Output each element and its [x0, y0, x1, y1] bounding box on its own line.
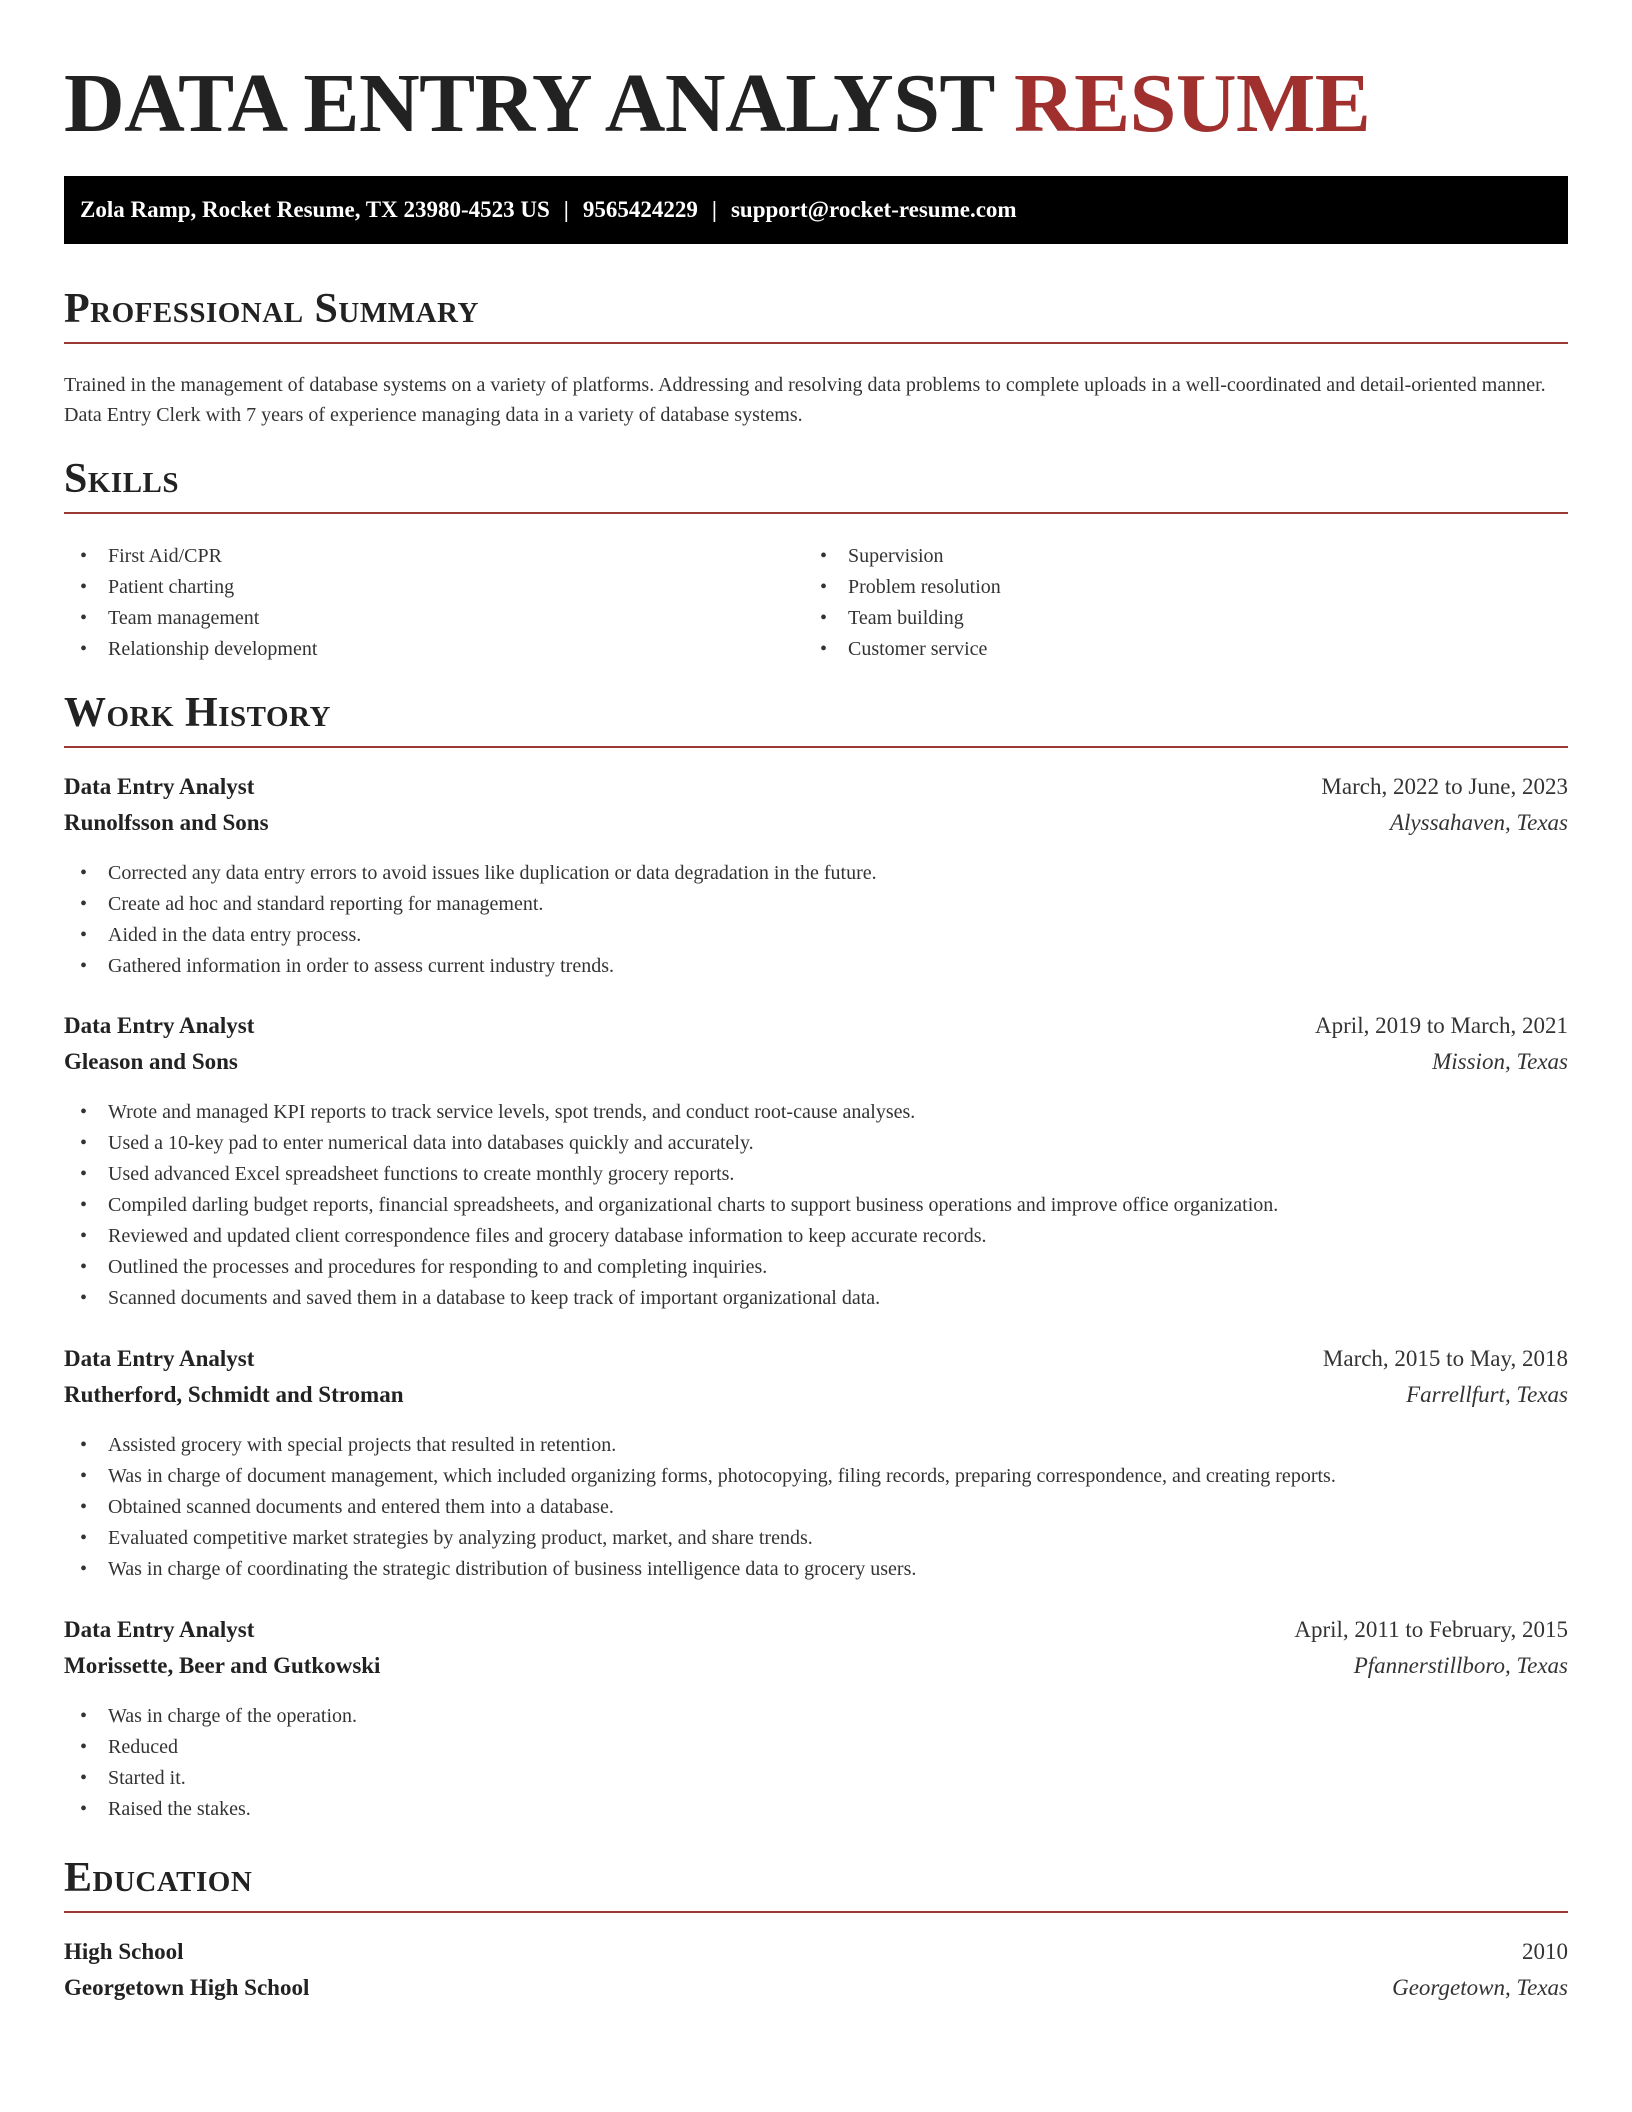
job-location: Farrellfurt, Texas — [1406, 1382, 1568, 1407]
job-title: Data Entry Analyst — [64, 1346, 255, 1371]
job-bullet: • Was in charge of the operation. — [64, 1701, 1568, 1732]
job-entry — [64, 1346, 1568, 1585]
job-entry — [64, 1013, 1568, 1314]
job-bullet: • Compiled darling budget reports, financial spreadsheets, and organizational charts to support business operations and improve office organization. — [64, 1190, 1568, 1221]
job-location: Mission, Texas — [1432, 1049, 1568, 1074]
skill-item: • Team building — [804, 603, 1544, 634]
contact-bar — [64, 176, 1568, 244]
job-dates: March, 2022 to June, 2023 — [1321, 774, 1568, 799]
job-company: Morissette, Beer and Gutkowski — [64, 1653, 381, 1678]
education-entry — [64, 1939, 1568, 2011]
education-year: 2010 — [1522, 1939, 1568, 1964]
summary-heading: Professional Summary — [64, 282, 1568, 344]
skill-item: • First Aid/CPR — [64, 541, 804, 572]
job-dates: March, 2015 to May, 2018 — [1322, 1346, 1568, 1371]
skill-item: • Team management — [64, 603, 804, 634]
job-dates: April, 2011 to February, 2015 — [1294, 1617, 1568, 1642]
job-title: Data Entry Analyst — [64, 1013, 255, 1038]
contact-address: Zola Ramp, Rocket Resume, TX 23980-4523 US — [80, 197, 550, 222]
job-bullet: • Reduced — [64, 1732, 1568, 1763]
job-company: Gleason and Sons — [64, 1049, 238, 1074]
skills-list — [64, 541, 1568, 665]
job-entry — [64, 1617, 1568, 1825]
job-company: Runolfsson and Sons — [64, 810, 269, 835]
job-bullet: • Used advanced Excel spreadsheet functions to create monthly grocery reports. — [64, 1159, 1568, 1190]
contact-separator: | — [711, 197, 717, 222]
summary-text: Trained in the management of database systems on a variety of platforms. Addressing and resolving data problems to complete uploads in a well-coordinated and detail-oriented manner. Data Entry Clerk with 7 years of experience managing data in a variety of database systems. — [64, 374, 1546, 426]
job-bullets — [64, 858, 1568, 982]
education-degree: High School — [64, 1939, 184, 1964]
job-bullet: • Corrected any data entry errors to avoid issues like duplication or data degradation in the future. — [64, 858, 1568, 889]
job-bullets — [64, 1097, 1568, 1314]
job-dates: April, 2019 to March, 2021 — [1315, 1013, 1568, 1038]
job-bullet: • Scanned documents and saved them in a database to keep track of important organizational data. — [64, 1283, 1568, 1314]
job-bullets — [64, 1701, 1568, 1825]
job-bullet: • Outlined the processes and procedures for responding to and completing inquiries. — [64, 1252, 1568, 1283]
job-bullet: • Raised the stakes. — [64, 1794, 1568, 1825]
job-bullets — [64, 1430, 1568, 1585]
job-bullet: • Used a 10-key pad to enter numerical data into databases quickly and accurately. — [64, 1128, 1568, 1159]
education-location: Georgetown, Texas — [1392, 1975, 1568, 2000]
skill-item: • Supervision — [804, 541, 1544, 572]
job-bullet: • Obtained scanned documents and entered them into a database. — [64, 1492, 1568, 1523]
job-bullet: • Reviewed and updated client correspondence files and grocery database information to keep accurate records. — [64, 1221, 1568, 1252]
job-bullet: • Gathered information in order to assess current industry trends. — [64, 951, 1568, 982]
job-location: Alyssahaven, Texas — [1389, 810, 1568, 835]
job-bullet: • Create ad hoc and standard reporting for management. — [64, 889, 1568, 920]
job-bullet: • Aided in the data entry process. — [64, 920, 1568, 951]
job-title: Data Entry Analyst — [64, 774, 255, 799]
skills-column-left — [64, 541, 804, 665]
job-entry — [64, 774, 1568, 982]
skill-item: • Relationship development — [64, 634, 804, 665]
job-company: Rutherford, Schmidt and Stroman — [64, 1382, 404, 1407]
contact-separator: | — [563, 197, 569, 222]
title-main: DATA ENTRY ANALYST — [64, 57, 994, 150]
education-school: Georgetown High School — [64, 1975, 310, 2000]
job-bullet: • Evaluated competitive market strategies by analyzing product, market, and share trends. — [64, 1523, 1568, 1554]
job-title: Data Entry Analyst — [64, 1617, 255, 1642]
job-bullet: • Assisted grocery with special projects that resulted in retention. — [64, 1430, 1568, 1461]
education-heading: Education — [64, 1851, 1568, 1913]
resume-title — [64, 54, 1370, 154]
title-accent: RESUME — [1013, 57, 1371, 150]
skills-column-right — [804, 541, 1544, 665]
job-bullet: • Was in charge of document management, which included organizing forms, photocopying, filing records, preparing correspondence, and creating reports. — [64, 1461, 1568, 1492]
skill-item: • Customer service — [804, 634, 1544, 665]
job-location: Pfannerstillboro, Texas — [1353, 1653, 1568, 1678]
job-bullet: • Wrote and managed KPI reports to track service levels, spot trends, and conduct root-cause analyses. — [64, 1097, 1568, 1128]
job-bullet: • Started it. — [64, 1763, 1568, 1794]
skills-heading: Skills — [64, 452, 1568, 514]
skill-item: • Problem resolution — [804, 572, 1544, 603]
job-bullet: • Was in charge of coordinating the strategic distribution of business intelligence data to grocery users. — [64, 1554, 1568, 1585]
skill-item: • Patient charting — [64, 572, 804, 603]
contact-email[interactable]: support@rocket-resume.com — [730, 197, 1017, 222]
contact-phone[interactable]: 9565424229 — [582, 197, 698, 222]
work-history-heading: Work History — [64, 686, 1568, 748]
